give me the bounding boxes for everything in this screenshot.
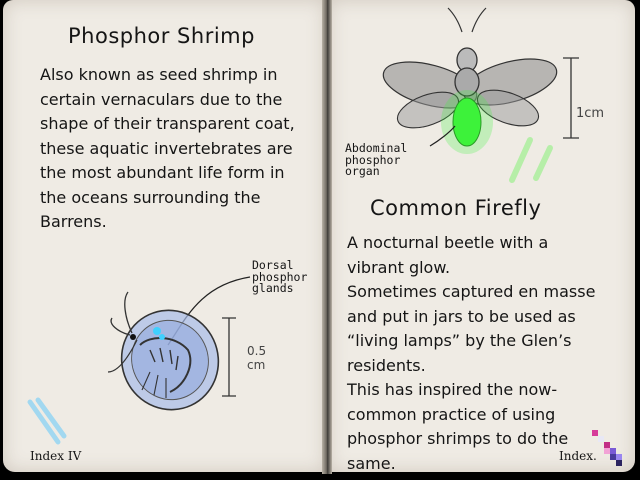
shrimp-gland-annotation: Dorsal phosphor glands [252,258,308,295]
firefly-title: Common Firefly [370,196,542,220]
shrimp-title: Phosphor Shrimp [68,24,255,48]
shrimp-scale-label: 0.5 cm [247,344,267,372]
left-page-index: Index IV [30,449,82,463]
right-page-index: Index. [559,449,597,463]
firefly-scale-label: 1cm [576,106,605,121]
firefly-organ-annotation: Abdominal phosphor organ [345,141,408,178]
pixel-wand-icon[interactable] [588,428,630,472]
firefly-description: A nocturnal beetle with a vibrant glow. Sometimes captured en masse and put in jars to be used as “living lamps” by the Glen’s residents. This has inspired the now- common practice of using phosphor shrimps to do the same. [347,233,596,473]
shrimp-description: Also known as seed shrimp in certain vernaculars due to the shape of their transparent coat, these aquatic invertebrates are the most abundant life form in the oceans surrounding the Barrens. [40,65,295,231]
